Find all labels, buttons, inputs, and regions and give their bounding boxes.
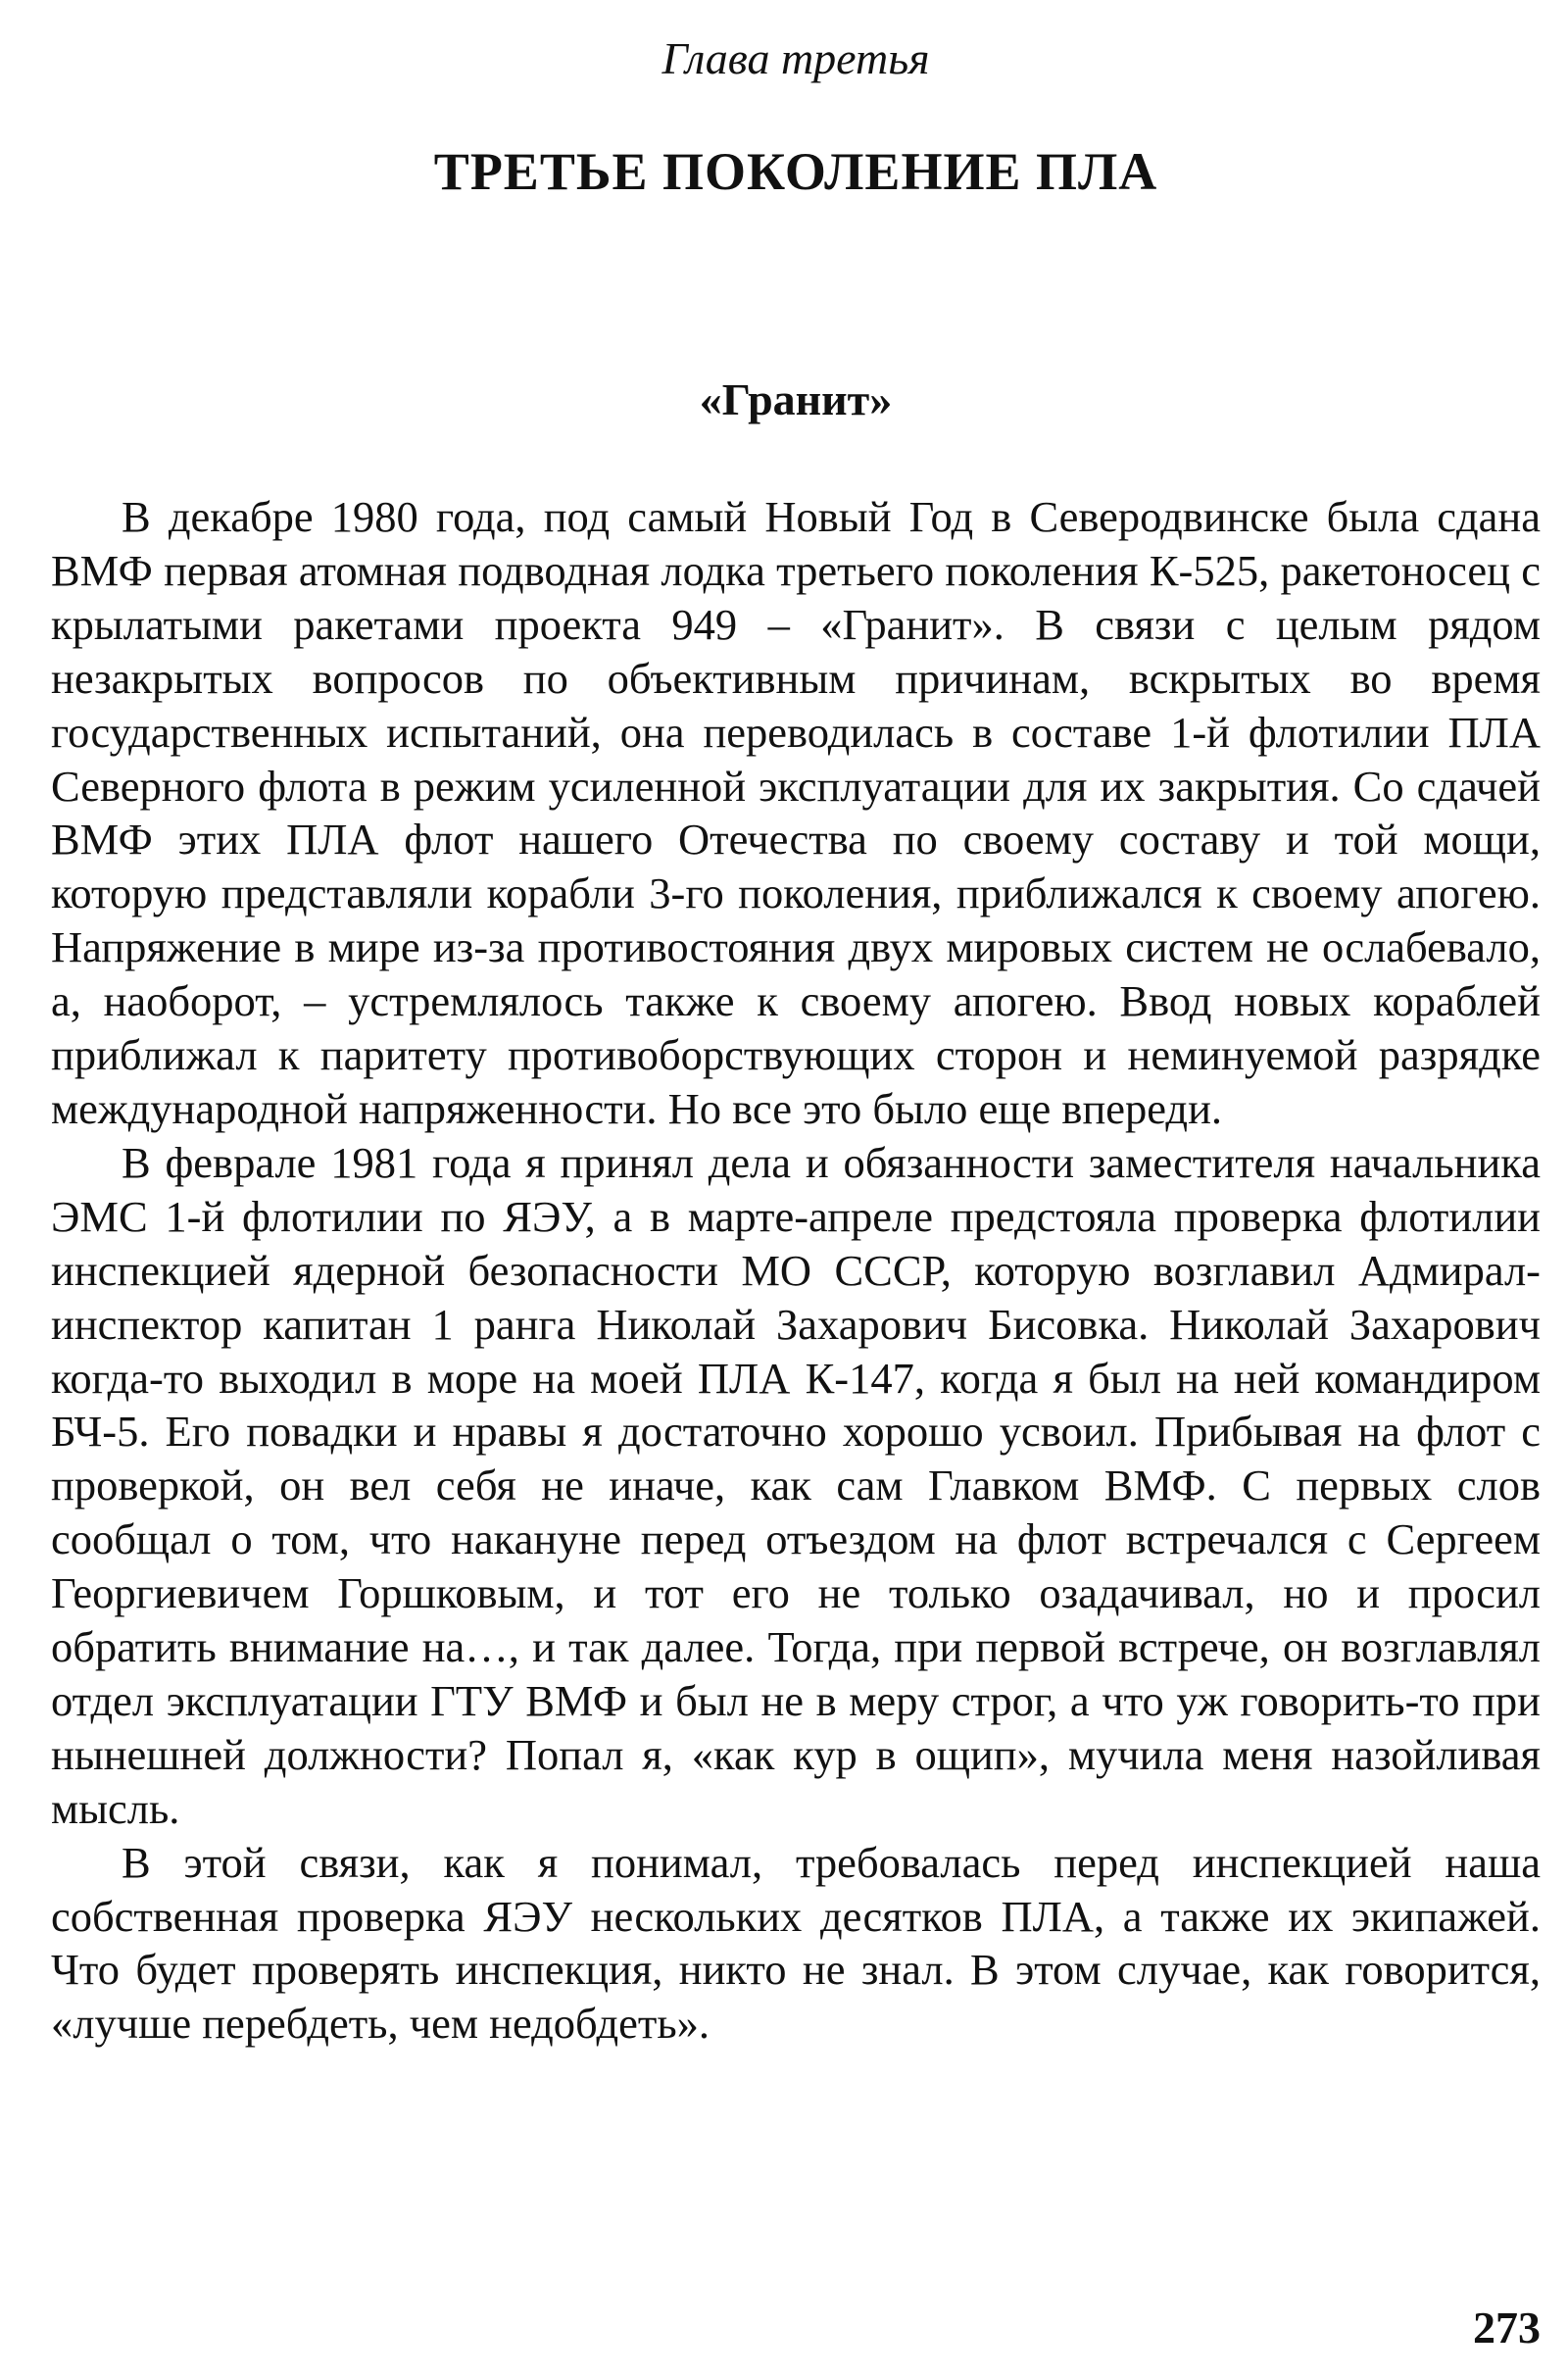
- chapter-label: Глава третья: [662, 33, 930, 83]
- body-text: [51, 490, 1541, 2051]
- chapter-title: ТРЕТЬЕ ПОКОЛЕНИЕ ПЛА: [433, 142, 1158, 201]
- book-page: [51, 0, 1541, 2377]
- paragraph: В декабре 1980 года, под самый Новый Год в Северодвинске была сдана ВМФ первая атомная подводная лодка третьего поколения К-525, ракетоносец с крылатыми ракетами проекта 949 – «Гранит». В связи с целым рядом незакрытых вопросов по объективным причинам, вскрытых во время государственных испытаний, она переводилась в составе 1-й флотилии ПЛА Северного флота в режим усиленной эксплуатации для их закрытия. Со сдачей ВМФ этих ПЛА флот нашего Отечества по своему составу и той мощи, которую представляли корабли 3-го поколения, приближался к своему апогею. Напряжение в мире из-за противостояния двух мировых систем не ослабевало, а, наоборот, – устремлялось также к своему апогею. Ввод новых кораблей приближал к паритету противоборствующих сторон и неминуемой разрядке международной напряженности. Но все это было еще впереди.: [51, 492, 1541, 1133]
- section-title: «Гранит»: [699, 374, 893, 424]
- paragraph: В этой связи, как я понимал, требовалась перед инспекцией наша собственная проверка ЯЭУ нескольких десятков ПЛА, а также их экипажей. Что будет проверять инспекция, никто не знал. В этом случае, как говорится, «лучше перебдеть, чем недобдеть».: [51, 1837, 1541, 2049]
- page-number: 273: [1473, 2303, 1541, 2352]
- paragraph: В феврале 1981 года я принял дела и обязанности заместителя начальника ЭМС 1-й флотилии по ЯЭУ, а в марте-апреле предстояла проверка флотилии инспекцией ядерной безопасности МО СССР, которую возглавил Адмирал-инспектор капитан 1 ранга Николай Захарович Бисовка. Николай Захарович когда-то выходил в море на моей ПЛА К-147, когда я был на ней командиром БЧ-5. Его повадки и нравы я достаточно хорошо усвоил. Прибывая на флот с проверкой, он вел себя не иначе, как сам Главком ВМФ. С первых слов сообщал о том, что накануне перед отъездом на флот встречался с Сергеем Георгиевичем Горшковым, и тот его не только озадачивал, но и просил обратить внимание на…, и так далее. Тогда, при первой встрече, он возглавлял отдел эксплуатации ГТУ ВМФ и был не в меру строг, а что уж говорить-то при нынешней должности? Попал я, «как кур в ощип», мучила меня назойливая мысль.: [51, 1137, 1541, 1833]
